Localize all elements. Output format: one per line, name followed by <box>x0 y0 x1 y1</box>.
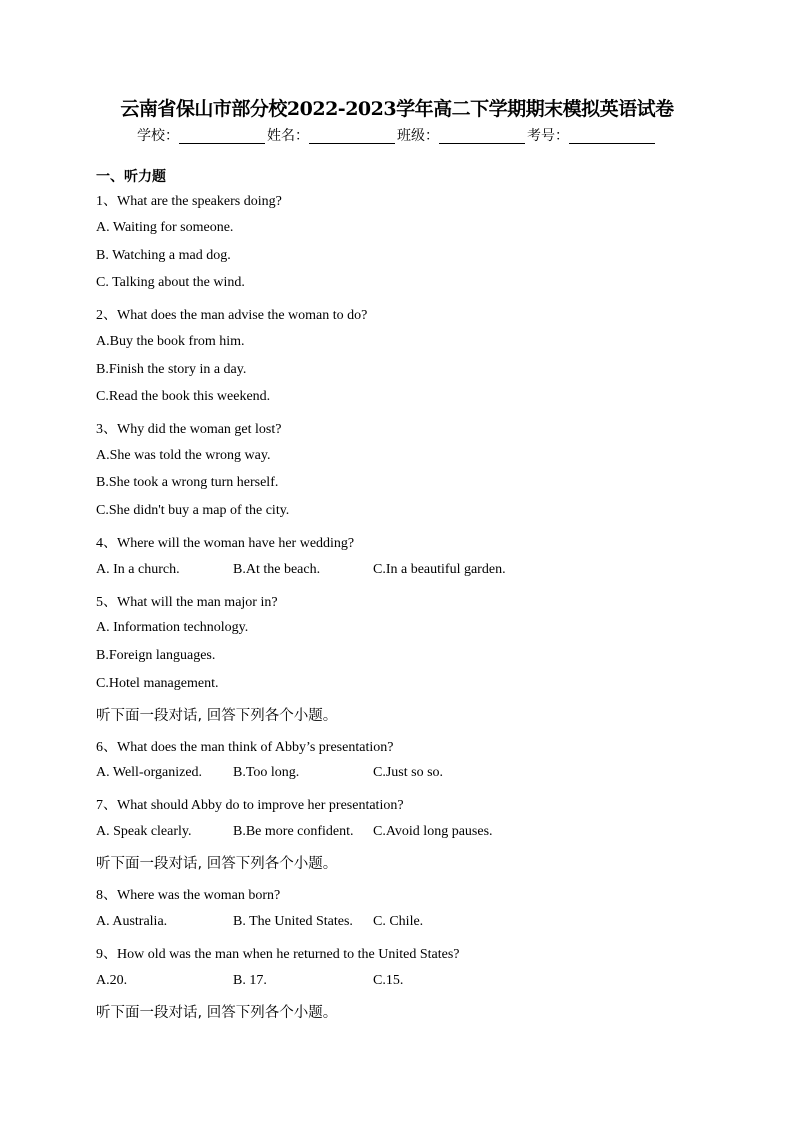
exam-title: 云南省保山市部分校2022-2023学年高二下学期期末模拟英语试卷 <box>120 98 674 120</box>
option-line: C.Hotel management. <box>96 676 219 691</box>
question-text: 4、Where will the woman have her wedding? <box>96 536 355 551</box>
option-item: C. Chile. <box>373 914 424 929</box>
option-line: B. Watching a mad dog. <box>96 248 231 263</box>
option-item: B. 17. <box>233 973 267 988</box>
class-blank[interactable] <box>439 129 525 144</box>
option-item: A.20. <box>96 973 128 988</box>
option-item: A. Well-organized. <box>96 765 203 780</box>
option-item: A. Speak clearly. <box>96 824 192 839</box>
question-text: 2、What does the man advise the woman to do? <box>96 308 368 323</box>
option-line: A.Buy the book from him. <box>96 334 245 349</box>
option-line: B.She took a wrong turn herself. <box>96 475 279 490</box>
option-line: B.Foreign languages. <box>96 648 216 663</box>
number-label: 考号： <box>527 128 569 144</box>
option-line: B.Finish the story in a day. <box>96 362 247 377</box>
option-item: B.Be more confident. <box>233 824 354 839</box>
option-item: B.Too long. <box>233 765 300 780</box>
option-item: B.At the beach. <box>233 562 321 577</box>
option-item: C.Avoid long pauses. <box>373 824 493 839</box>
option-item: C.In a beautiful garden. <box>373 562 506 577</box>
name-blank[interactable] <box>309 129 395 144</box>
option-line: C.Read the book this weekend. <box>96 389 271 404</box>
school-label: 学校： <box>137 128 179 144</box>
question-text: 5、What will the man major in? <box>96 595 278 610</box>
question-text: 6、What does the man think of Abby’s presentation? <box>96 740 394 755</box>
question-text: 8、Where was the woman born? <box>96 888 281 903</box>
section-title: 一、听力题 <box>96 169 166 185</box>
student-info-row <box>0 125 794 145</box>
option-item: C.Just so so. <box>373 765 444 780</box>
instruction-line: 听下面一段对话, 回答下列各个小题。 <box>96 1005 338 1021</box>
question-text: 3、Why did the woman get lost? <box>96 422 282 437</box>
school-blank[interactable] <box>179 129 265 144</box>
class-label: 班级： <box>397 128 439 144</box>
option-line: A. Waiting for someone. <box>96 220 234 235</box>
option-line: A.She was told the wrong way. <box>96 448 271 463</box>
question-text: 9、How old was the man when he returned to the United States? <box>96 947 460 962</box>
option-line: C.She didn't buy a map of the city. <box>96 503 290 518</box>
option-item: A. Australia. <box>96 914 168 929</box>
option-item: C.15. <box>373 973 404 988</box>
option-line: A. Information technology. <box>96 620 249 635</box>
option-item: A. In a church. <box>96 562 180 577</box>
instruction-line: 听下面一段对话, 回答下列各个小题。 <box>96 708 338 724</box>
option-line: C. Talking about the wind. <box>96 275 245 290</box>
question-text: 7、What should Abby do to improve her presentation? <box>96 798 404 813</box>
number-blank[interactable] <box>569 129 655 144</box>
question-text: 1、What are the speakers doing? <box>96 194 282 209</box>
option-item: B. The United States. <box>233 914 353 929</box>
name-label: 姓名： <box>267 128 309 144</box>
instruction-line: 听下面一段对话, 回答下列各个小题。 <box>96 856 338 872</box>
